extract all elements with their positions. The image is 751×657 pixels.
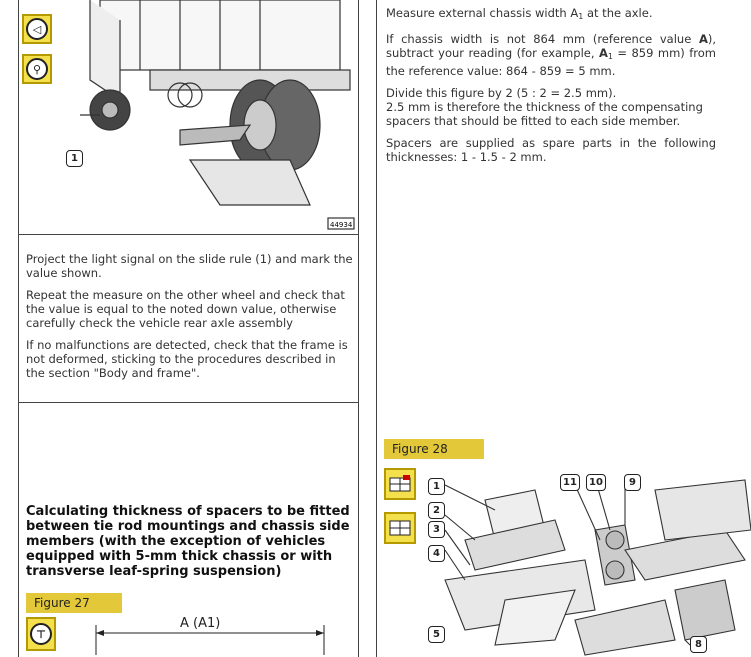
figure-id: 44934 — [330, 221, 353, 229]
illustration-divider — [18, 234, 359, 235]
left-text — [26, 252, 354, 388]
left-border — [18, 0, 19, 657]
callout-11: 11 — [560, 474, 580, 491]
paragraph-thickness: 2.5 mm is therefore the thickness of the compensating spacers that should be fitted to each side member. — [386, 100, 703, 128]
callout-1-left: 1 — [66, 150, 83, 167]
callout-8: 8 — [690, 636, 707, 653]
measure-icon: ⊤ — [26, 617, 56, 651]
wheel-alignment-icon: ⚲ — [22, 54, 52, 84]
figure-28-label: Figure 28 — [384, 439, 484, 459]
callout-2: 2 — [428, 502, 445, 519]
callout-3: 3 — [428, 521, 445, 538]
headlight-icon: ◁ — [22, 14, 52, 44]
wheel-alignment-illustration — [60, 0, 358, 235]
paragraph-repeat: Repeat the measure on the other wheel and check that the value is equal to the noted down value, otherwise carefully check the vehicle rear axle assembly — [26, 288, 345, 330]
callout-9: 9 — [624, 474, 641, 491]
callout-4: 4 — [428, 545, 445, 562]
chassis-icon — [384, 468, 416, 500]
paragraph-spacers: Spacers are supplied as spare parts in the following thicknesses: 1 - 1.5 - 2 mm. — [386, 136, 716, 164]
center-divider-right — [376, 0, 377, 657]
paragraph-divide: Divide this figure by 2 (5 : 2 = 2.5 mm). — [386, 86, 617, 100]
text-divider — [18, 402, 359, 403]
center-divider-left — [358, 0, 359, 657]
dimension-line — [90, 625, 330, 655]
paragraph-project: Project the light signal on the slide rule (1) and mark the value shown. — [26, 252, 353, 280]
callout-1-right: 1 — [428, 478, 445, 495]
dimension-label: A (A1) — [180, 616, 221, 631]
section-heading: Calculating thickness of spacers to be fitted between tie rod mountings and chassis side members (with the exception of vehicles equipped with 5-mm thick chassis or with transverse leaf-spring suspension) — [26, 504, 350, 579]
right-text — [386, 6, 716, 172]
paragraph-measure: Measure external chassis width $A_1$ at the axle. — [386, 6, 653, 21]
callout-10: 10 — [586, 474, 606, 491]
suspension-illustration — [425, 470, 751, 657]
frame-icon — [384, 512, 416, 544]
paragraph-frame: If no malfunctions are detected, check that the frame is not deformed, sticking to the procedures described in the section "Body and frame". — [26, 338, 348, 380]
callout-5: 5 — [428, 626, 445, 643]
paragraph-subtract: If chassis width is not 864 mm (reference value A), subtract your reading (for example, $A_1 = 859$ mm) from the reference value: 864 - 859 = 5 mm. — [386, 32, 716, 78]
figure-27-label: Figure 27 — [26, 593, 122, 613]
